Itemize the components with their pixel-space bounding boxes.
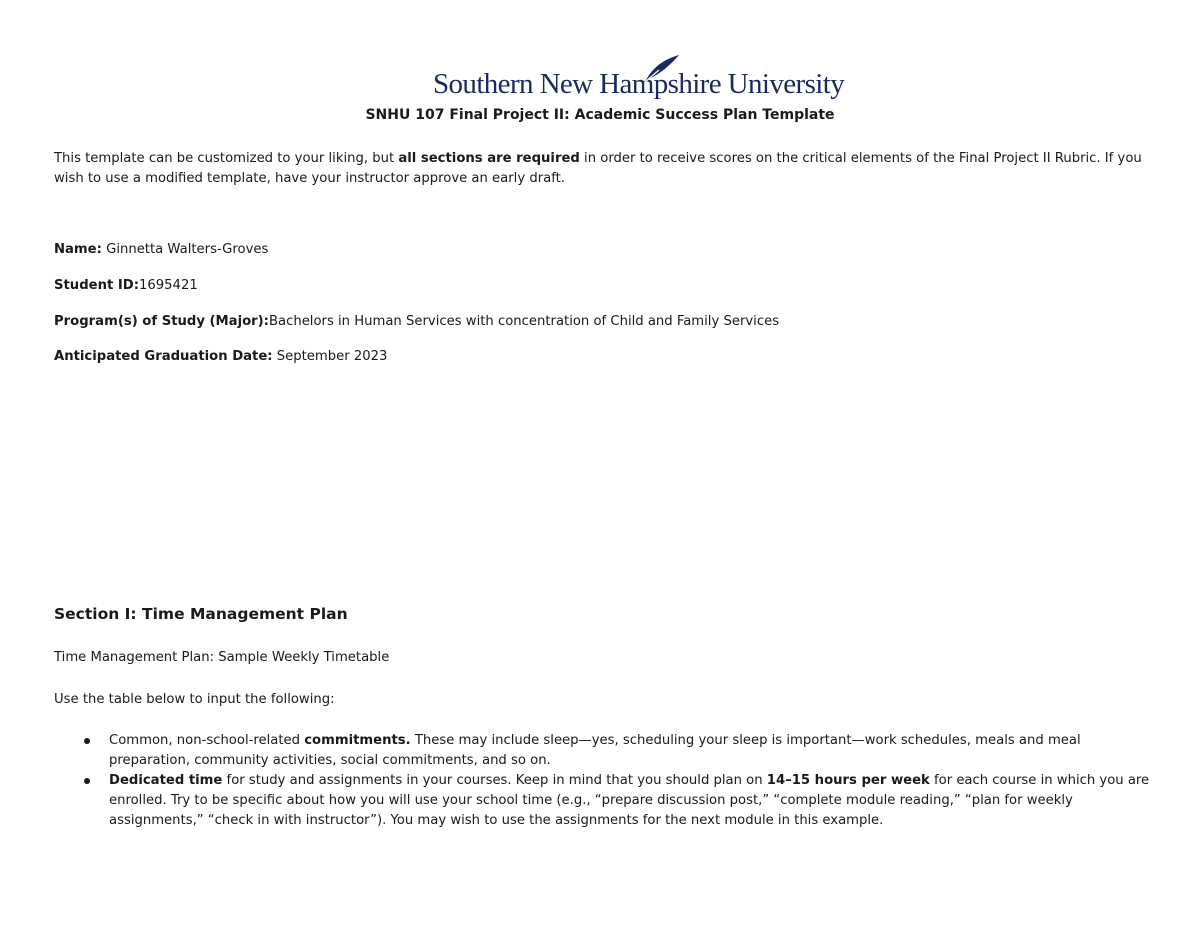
instruction-list: [54, 731, 1154, 831]
name-value: Ginnetta Walters-Groves: [101, 242, 269, 257]
bullet-icon: [84, 738, 90, 744]
field-graduation-date: [54, 347, 387, 367]
logo-text: Southern New Hampshire University: [433, 68, 845, 100]
student-id-label: Student ID:: [54, 278, 139, 293]
graduation-value: September 2023: [272, 349, 388, 364]
section-subtitle: Time Management Plan: Sample Weekly Timetable: [54, 650, 390, 665]
section-instruction: Use the table below to input the following:: [54, 692, 335, 707]
intro-paragraph: [54, 149, 1154, 189]
bullet-text: Common, non-school-related: [109, 733, 305, 748]
name-label: Name:: [54, 242, 102, 257]
list-item: [54, 771, 1154, 831]
field-name: [54, 240, 268, 260]
bullet-bold-hours: 14–15 hours per week: [766, 773, 930, 788]
program-value: Bachelors in Human Services with concentration of Child and Family Services: [268, 314, 780, 329]
bullet-text: for study and assignments in your courses. Keep in mind that you should plan on: [222, 773, 767, 788]
snhu-logo: [433, 56, 845, 104]
feather-icon: [641, 54, 681, 84]
document-title: SNHU 107 Final Project II: Academic Success Plan Template: [365, 107, 835, 123]
intro-text: This template can be customized to your liking, but: [54, 151, 399, 166]
bullet-icon: [84, 778, 90, 784]
field-program: [54, 312, 779, 332]
section-heading: Section I: Time Management Plan: [54, 605, 348, 623]
bullet-text-end: for each course in which you are enrolled. Try to be specific about how you will use your school time (e.g., “prepare discussion post,” “complete module reading,” “plan for weekly assignments,” “check in with instructor”). You may wish to use the assignments for the next module in this example.: [109, 773, 1150, 828]
intro-text-end: in order to receive scores on the critical elements of the Final Project II Rubric. If you wish to use a modified template, have your instructor approve an early draft.: [54, 151, 1142, 186]
bullet-bold-text: commitments.: [304, 733, 411, 748]
field-student-id: [54, 276, 198, 296]
list-item: [54, 731, 1154, 771]
program-label: Program(s) of Study (Major):: [54, 314, 269, 329]
intro-bold-text: all sections are required: [398, 151, 580, 166]
graduation-label: Anticipated Graduation Date:: [54, 349, 273, 364]
bullet-text-end: These may include sleep—yes, scheduling your sleep is important—work schedules, meals and meal preparation, community activities, social commitments, and so on.: [109, 733, 1081, 768]
bullet-bold-text: Dedicated time: [109, 773, 223, 788]
student-id-value: 1695421: [139, 278, 198, 293]
